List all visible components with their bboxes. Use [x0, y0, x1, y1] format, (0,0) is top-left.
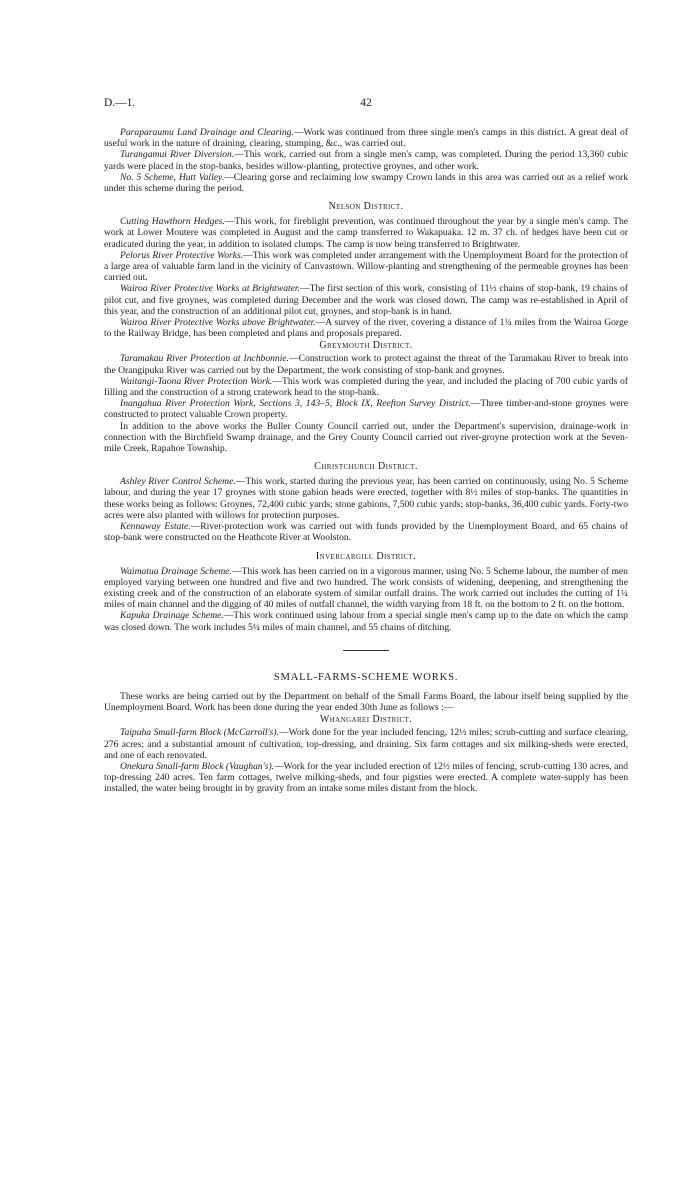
paragraph-text: —Work was continued from three single men's camps in this district. A great deal of useful work in the nature of draining, clearing, stumping, &c., was carried out. — [104, 127, 628, 150]
paragraph-title: Onekura Small-farm Block (Vaughan's). — [120, 760, 275, 772]
paragraph-text: —This work, carried out from a single men's camp, was completed. During the period 13,360 cubic yards were placed in the stop-banks, besides willow-planting, protective groynes, and other work. — [104, 149, 628, 172]
paragraph — [104, 566, 628, 611]
paragraph-text: —River-protection work was carried out with funds provided by the Unemployment Board, and 65 chains of stop-bank were constructed on the Heathcote River at Woolston. — [104, 521, 629, 544]
paragraph-text: —This work, for fireblight prevention, was continued throughout the year by a single men's camp. The work at Lower Moutere was completed in August and the camp transferred to Wakapuaka. 12 m. 37 ch. of hedges have been cut or eradicated during the year, in addition to isolated clumps. The camp is now being transferred to Brightwater. — [104, 216, 628, 250]
paragraph — [104, 353, 628, 375]
paragraph — [104, 398, 628, 420]
district-heading-invercargill: Invercargill District. — [315, 550, 417, 562]
paragraph-text: —Construction work to protect against the threat of the Taramakau River to break into the Orangipuku River was carried out by the Department, the work consisting of stop-bank and groynes. — [104, 353, 628, 376]
paragraph — [104, 149, 628, 171]
paragraph — [104, 476, 628, 521]
paragraph-text: These works are being carried out by the Department on behalf of the Small Farms Board, the labour itself being supplied by the Unemployment Board. Work has been done during the year ended 30th June as follows :— — [104, 690, 628, 714]
paragraph — [104, 317, 628, 339]
paragraph-text: —This work, started during the previous year, has been carried on continuously, using No. 5 Scheme labour, and during the year 17 groynes with stone gabion heads were erected, together with 8½ miles of stop-banks. The quantities in these works being as follows: Groynes, 72,400 cubic yards; stone gabions, 7,500 cubic yards; stop-banks, 36,400 cubic yards. Forty-two acres were also planted with willows for protection purposes. — [104, 476, 628, 521]
page-header — [104, 98, 628, 112]
district-heading-whangarei: Whangarei District. — [319, 714, 413, 726]
paragraph — [104, 216, 628, 250]
paragraph-title: Waitangi-Taona River Protection Work. — [120, 375, 273, 387]
paragraph-title: Kapuka Drainage Scheme. — [120, 610, 224, 622]
paragraph — [104, 521, 628, 543]
paragraph-title: Wairoa River Protective Works at Brightwater. — [120, 283, 301, 295]
paragraph — [104, 727, 628, 761]
paragraph-title: Turangamui River Diversion. — [120, 149, 235, 161]
paragraph — [104, 610, 628, 632]
paragraph-title: Taipuha Small-farm Block (McCarroll's). — [120, 727, 279, 739]
paragraph-title: Taramakau River Protection at Inchbonnie. — [120, 353, 290, 365]
paragraph-title: No. 5 Scheme, Hutt Valley. — [120, 171, 225, 183]
paragraph-text: —This work was completed under arrangement with the Unemployment Board for the protection of a large area of valuable farm land in the vicinity of Canvastown. Willow-planting and strengthening of the permeable groynes has been carried out. — [104, 249, 628, 284]
paragraph-text: —Work for the year included erection of 12½ miles of fencing, scrub-cutting 130 acres, and top-dressing 240 acres. Ten farm cottages, twelve milking-sheds, and four pigsties were erected. A complete water-supply has been installed, the water being brought in by gravity from an intake some miles distant from the block. — [104, 760, 628, 795]
paragraph — [104, 761, 628, 795]
paragraph-text: —This work continued using labour from a special single men's camp up to the date on which the camp was closed down. The work includes 5¼ miles of main channel, and 55 chains of ditching. — [104, 610, 628, 633]
paragraph — [104, 691, 628, 713]
paragraph-title: Paraparaumu Land Drainage and Clearing. — [120, 127, 294, 138]
paragraph-text: —Three timber-and-stone groynes were constructed to protect valuable Crown property. — [104, 398, 628, 421]
paragraph — [104, 250, 628, 284]
section-reference: D.—1. — [104, 97, 136, 109]
section-divider — [343, 650, 389, 651]
paragraph-title: Kennaway Estate. — [120, 521, 191, 533]
paragraph-text: —Work done for the year included fencing, 12½ miles; scrub-cutting and surface clearing, 276 acres; and a substantial amount of cultivation, top-dressing, and draining. Six farm cottages and six milking-sheds were erected, and one of each renovated. — [104, 727, 628, 761]
paragraph-title: Cutting Hawthorn Hedges. — [120, 216, 225, 228]
district-heading-nelson: Nelson District. — [328, 201, 404, 213]
paragraph — [104, 127, 628, 149]
section-heading-small-farms: SMALL-FARMS-SCHEME WORKS. — [273, 671, 459, 683]
page-body — [104, 127, 628, 795]
paragraph-text: —This work was completed during the year, and included the placing of 700 cubic yards of filling and the construction of a strong cratework head to the stop-bank. — [104, 375, 628, 399]
paragraph — [104, 376, 628, 398]
page-number: 42 — [360, 97, 372, 109]
paragraph-text: —The first section of this work, consisting of 11½ chains of stop-bank, 19 chains of pilot cut, and five groynes, was completed during December and the work was closed down. The camp was re-established in April of this year, and the construction of an additional pilot cut, groynes, and stop-bank is in hand. — [104, 283, 628, 317]
paragraph — [104, 283, 628, 317]
district-heading-christchurch: Christchurch District. — [314, 461, 418, 473]
paragraph-title: Wairoa River Protective Works above Brightwater. — [120, 317, 316, 329]
paragraph — [104, 172, 628, 194]
paragraph — [104, 421, 628, 455]
district-heading-greymouth: Greymouth District. — [319, 340, 413, 352]
paragraph-text: In addition to the above works the Buller County Council carried out, under the Department's supervision, drainage-work in connection with the Birchfield Swamp drainage, and the Grey County Council carried out river-groyne protection work at the Seven-mile Creek, Rapahoe Township. — [104, 420, 628, 455]
paragraph-title: Inangahua River Protection Work, Sections 3, 143–5, Block IX, Reefton Survey District. — [120, 398, 471, 410]
paragraph-text: —A survey of the river, covering a distance of 1¾ miles from the Wairoa Gorge to the Railway Bridge, has been completed and plans and proposals prepared. — [104, 317, 628, 340]
paragraph-text: —This work has been carried on in a vigorous manner, using No. 5 Scheme labour, the number of men employed varying between one hundred and five and two hundred. The work consists of widening, deepening, and strengthening the existing creek and of the construction of an elaborate system of similar outfall drains. The work carried out includes the cutting of 1¼ miles of main channel and the digging of 40 miles of outfall channel, the width varying from 18 ft. on the bottom to 2 ft. on the bottom. — [104, 565, 628, 611]
paragraph-title: Pelorus River Protective Works. — [120, 249, 244, 261]
paragraph-text: —Clearing gorse and reclaiming low swampy Crown lands in this area was carried out as a relief work under this scheme during the period. — [104, 171, 629, 195]
paragraph-title: Waimatua Drainage Scheme. — [120, 565, 232, 577]
paragraph-title: Ashley River Control Scheme. — [120, 476, 236, 488]
